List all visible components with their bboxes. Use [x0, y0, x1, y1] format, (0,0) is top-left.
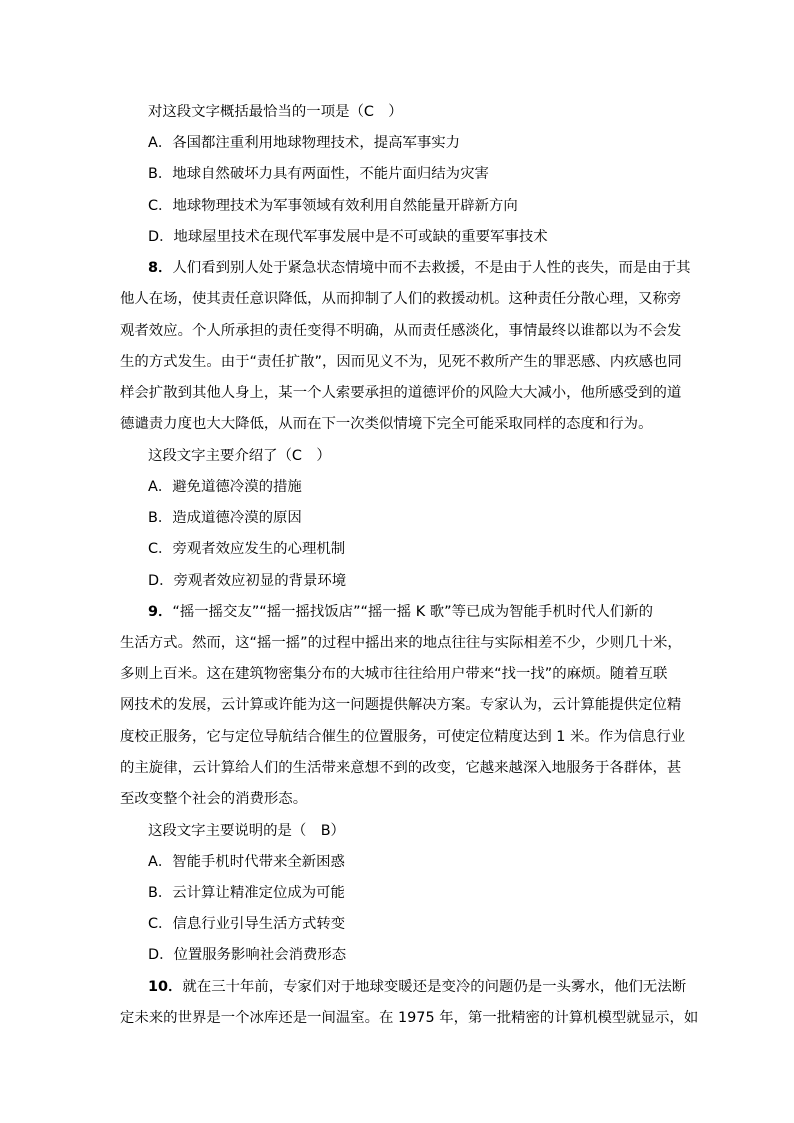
- q9-option-d: D．位置服务影响社会消费形态: [148, 947, 347, 963]
- q9-first-line: [148, 603, 653, 621]
- q7-prompt: 对这段文字概括最恰当的一项是（C ）: [148, 104, 403, 120]
- q9-option-c: C．信息行业引导生活方式转变: [148, 916, 346, 932]
- q8-option-b: B．造成道德冷漠的原因: [148, 510, 302, 526]
- q8-text-line: 德谴责力度也大大降低，从而在下一次类似情境下完全可能采取同样的态度和行为。: [120, 416, 653, 432]
- q9-number: 9．: [148, 604, 173, 620]
- q9-option-a: A．智能手机时代带来全新困惑: [148, 854, 345, 870]
- q8-option-d: D．旁观者效应初显的背景环境: [148, 573, 347, 589]
- q8-prompt: 这段文字主要介绍了（C ）: [148, 448, 331, 464]
- q8-text-line: 人们看到别人处于紧急状态情境中而不去救援，不是由于人性的丧失，而是由于其: [172, 260, 691, 276]
- q8-text-line: 观者效应。个人所承担的责任变得不明确，从而责任感淡化，事情最终以谁都以为不会发: [120, 323, 682, 339]
- q7-option-c: C．地球物理技术为军事领域有效利用自然能量开辟新方向: [148, 198, 518, 214]
- q8-text-line: 样会扩散到其他人身上，某一个人索要承担的道德评价的风险大大减小，他所感受到的道: [120, 385, 682, 401]
- q10-text-line: 就在三十年前，专家们对于地球变暖还是变冷的问题仍是一头雾水，他们无法断: [182, 979, 687, 995]
- q9-text-line: 生活方式。然而，这“摇一摇”的过程中摇出来的地点往往与实际相差不少，少则几十米，: [120, 635, 682, 651]
- q7-option-b: B．地球自然破坏力具有两面性，不能片面归结为灾害: [148, 166, 489, 182]
- q8-option-c: C．旁观者效应发生的心理机制: [148, 541, 346, 557]
- q8-first-line: [148, 259, 690, 277]
- q9-text-line: “摇一摇交友”“摇一摇找饭店”“摇一摇 K 歌”等已成为智能手机时代人们新的: [172, 604, 654, 620]
- q7-option-a: A．各国都注重利用地球物理技术，提高军事实力: [148, 135, 461, 151]
- q8-number: 8．: [148, 260, 173, 276]
- q8-text-line: 他人在场，使其责任意识降低，从而抑制了人们的救援动机。这种责任分散心理，又称旁: [120, 291, 682, 307]
- q9-text-line: 度校正服务，它与定位导航结合催生的位置服务，可使定位精度达到 1 米。作为信息行业: [120, 729, 686, 745]
- q9-option-b: B．云计算让精准定位成为可能: [148, 885, 345, 901]
- q9-text-line: 至改变整个社会的消费形态。: [120, 791, 308, 807]
- q10-text-line: 定未来的世界是一个冰库还是一间温室。在 1975 年，第一批精密的计算机模型就显示，如: [120, 1010, 699, 1026]
- q9-text-line: 的主旋律，云计算给人们的生活带来意想不到的改变，它越来越深入地服务于各群体，甚: [120, 760, 682, 776]
- q9-text-line: 多则上百米。这在建筑物密集分布的大城市往往给用户带来“找一找”的麻烦。随着互联: [120, 666, 668, 682]
- q9-text-line: 网技术的发展，云计算或许能为这一问题提供解决方案。专家认为，云计算能提供定位精: [120, 697, 682, 713]
- q10-first-line: [148, 978, 686, 996]
- q7-option-d: D．地球屋里技术在现代军事发展中是不可或缺的重要军事技术: [148, 229, 548, 245]
- q8-text-line: 生的方式发生。由于“责任扩散”，因而见义不为，见死不救所产生的罪恶感、内疚感也同: [120, 354, 682, 370]
- q9-prompt: 这段文字主要说明的是（ B）: [148, 823, 345, 839]
- q8-option-a: A．避免道德冷漠的措施: [148, 479, 302, 495]
- q10-number: 10．: [148, 979, 183, 995]
